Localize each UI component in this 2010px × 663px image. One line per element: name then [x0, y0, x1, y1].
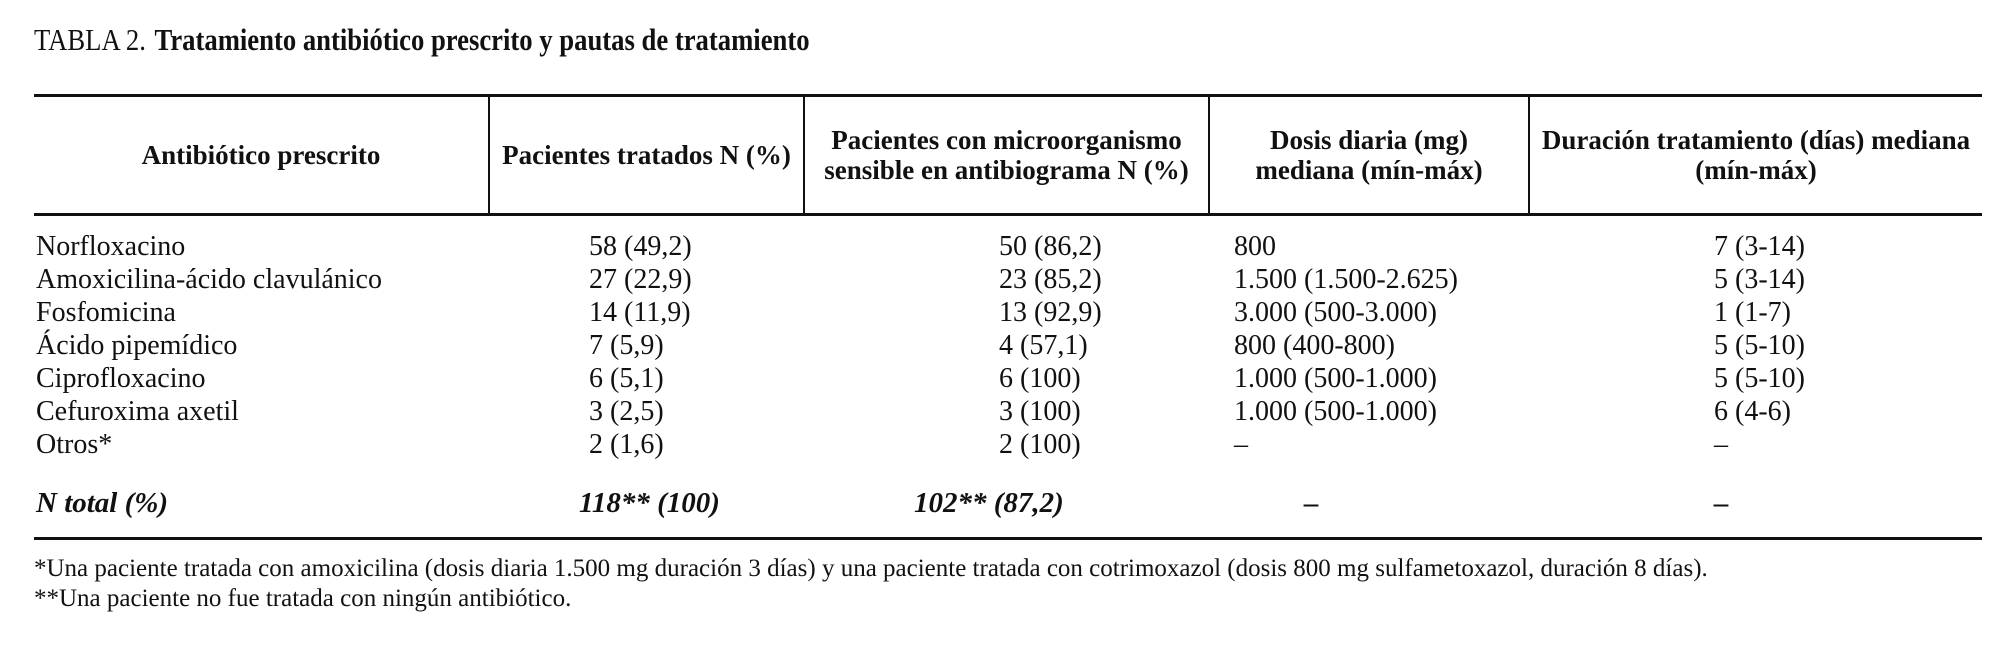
- table-row: [34, 428, 1982, 461]
- cell-antibiotic: Ácido pipemídico: [36, 330, 238, 361]
- table-row: [34, 329, 1982, 362]
- cell-dose: 800: [1234, 231, 1276, 262]
- cell-treated: 58 (49,2): [589, 231, 692, 262]
- cell-duration: 7 (3-14): [1714, 231, 1805, 262]
- header-treatment-duration: Duración tratamiento (días) mediana (mín-máx): [1529, 96, 1982, 215]
- table-body: [34, 215, 1982, 539]
- antibiotic-table: [34, 94, 1982, 540]
- table-header: [34, 96, 1982, 215]
- cell-dose: 1.500 (1.500-2.625): [1234, 264, 1458, 295]
- header-daily-dose: Dosis diaria (mg) mediana (mín-máx): [1209, 96, 1529, 215]
- cell-duration: 1 (1-7): [1714, 297, 1791, 328]
- cell-sensitive: 23 (85,2): [999, 264, 1102, 295]
- cell-treated: 2 (1,6): [589, 429, 664, 460]
- cell-antibiotic: Otros*: [36, 429, 113, 460]
- table-row: [34, 395, 1982, 428]
- cell-dose: 800 (400-800): [1234, 330, 1395, 361]
- total-row: [34, 461, 1982, 539]
- total-label: N total (%): [34, 461, 489, 539]
- table-footnotes: [34, 554, 1982, 614]
- cell-treated: 3 (2,5): [589, 396, 664, 427]
- cell-dose: 3.000 (500-3.000): [1234, 297, 1437, 328]
- header-treated-patients: Pacientes tratados N (%): [489, 96, 804, 215]
- cell-dose: 1.000 (500-1.000): [1234, 396, 1437, 427]
- header-antibiotic: Antibiótico prescrito: [141, 140, 381, 170]
- total-treated: 118** (100): [489, 461, 804, 539]
- footnote-others: *Una paciente tratada con amoxicilina (dosis diaria 1.500 mg duración 3 días) y una paciente tratada con cotrimoxazol (dosis 800 mg sulfametoxazol, duración 8 días).: [34, 555, 1708, 582]
- cell-duration: –: [1714, 429, 1728, 460]
- cell-sensitive: 50 (86,2): [999, 231, 1102, 262]
- cell-sensitive: 13 (92,9): [999, 297, 1102, 328]
- cell-treated: 14 (11,9): [589, 297, 691, 328]
- cell-duration: 5 (5-10): [1714, 363, 1805, 394]
- table-title: Tratamiento antibiótico prescrito y pautas de tratamiento: [154, 22, 810, 57]
- cell-duration: 5 (3-14): [1714, 264, 1805, 295]
- cell-treated: 7 (5,9): [589, 330, 664, 361]
- cell-sensitive: 2 (100): [999, 429, 1081, 460]
- cell-treated: 27 (22,9): [589, 264, 692, 295]
- table-row: [34, 263, 1982, 296]
- total-dose: –: [1209, 461, 1529, 539]
- header-sensitive-patients: Pacientes con microorganismo sensible en antibiograma N (%): [804, 96, 1209, 215]
- cell-antibiotic: Norfloxacino: [36, 231, 186, 262]
- table-caption: [34, 18, 1709, 62]
- cell-dose: –: [1234, 429, 1248, 460]
- footnote-untreated: **Una paciente no fue tratada con ningún antibiótico.: [34, 585, 572, 612]
- table-row: [34, 296, 1982, 329]
- cell-sensitive: 6 (100): [999, 363, 1081, 394]
- cell-antibiotic: Cefuroxima axetil: [36, 396, 239, 427]
- cell-duration: 6 (4-6): [1714, 396, 1791, 427]
- cell-antibiotic: Fosfomicina: [36, 297, 176, 328]
- total-sensitive: 102** (87,2): [804, 461, 1209, 539]
- cell-sensitive: 4 (57,1): [999, 330, 1088, 361]
- header-row: [34, 96, 1982, 215]
- table-label: TABLA 2.: [34, 22, 146, 57]
- cell-antibiotic: Amoxicilina-ácido clavulánico: [36, 264, 382, 295]
- cell-dose: 1.000 (500-1.000): [1234, 363, 1437, 394]
- table-figure: [34, 18, 1982, 614]
- cell-sensitive: 3 (100): [999, 396, 1081, 427]
- cell-treated: 6 (5,1): [589, 363, 664, 394]
- total-duration: –: [1529, 461, 1982, 539]
- cell-antibiotic: Ciprofloxacino: [36, 363, 206, 394]
- table-row: [34, 362, 1982, 395]
- cell-duration: 5 (5-10): [1714, 330, 1805, 361]
- table-row: [34, 215, 1982, 264]
